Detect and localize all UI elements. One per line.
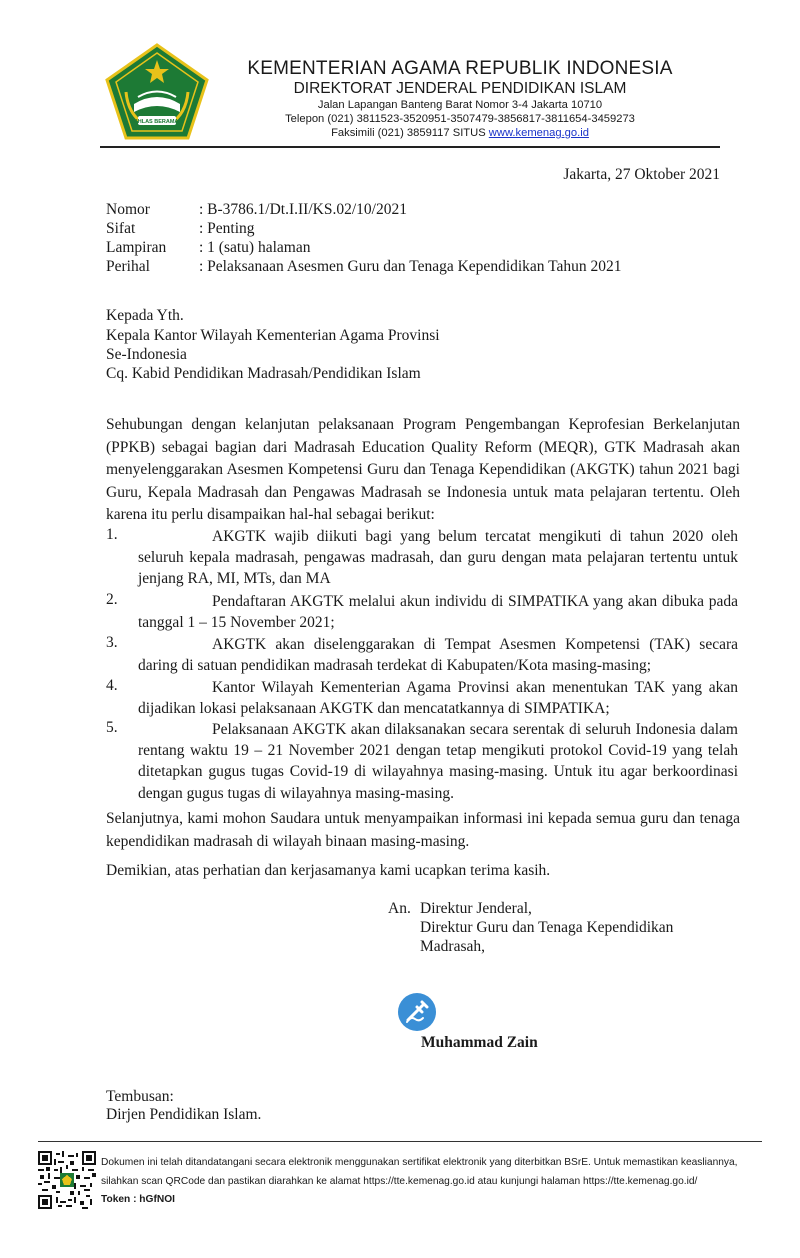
signature-line-2: Direktur Guru dan Tenaga Kependidikan <box>420 919 674 936</box>
electronic-signature-icon <box>397 992 437 1032</box>
fax-text: Faksimili (021) 3859117 SITUS <box>331 127 489 139</box>
recipient-region: Se-Indonesia <box>106 346 187 363</box>
header-divider <box>100 146 720 148</box>
list-item: AKGTK wajib diikuti bagi yang belum tercatat mengikuti di tahun 2020 oleh seluruh kepala madrasah, pengawas madrasah, dan guru dengan mata pelajaran tertentu untuk jenjang RA, MI, MTs, dan MA <box>138 528 738 588</box>
ministry-title: KEMENTERIAN AGAMA REPUBLIK INDONESIA <box>247 58 673 79</box>
list-item: Kantor Wilayah Kementerian Agama Provinsi akan menentukan TAK yang akan dijadikan lokasi pelaksanaan AKGTK dan mencatatkannya di SIMPATIKA; <box>138 679 738 718</box>
signature-line-1: Direktur Jenderal, <box>420 900 532 917</box>
recipient-cq: Cq. Kabid Pendidikan Madrasah/Pendidikan Islam <box>106 365 421 382</box>
qr-code-icon <box>38 1151 96 1209</box>
item-number: 3. <box>106 634 118 651</box>
meta-key: Perihal <box>106 258 150 275</box>
item-number: 2. <box>106 591 118 608</box>
list-item: Pendaftaran AKGTK melalui akun individu di SIMPATIKA yang akan dibuka pada tanggal 1 – 15 November 2021; <box>138 593 738 632</box>
meta-value: : Pelaksanaan Asesmen Guru dan Tenaga Kependidikan Tahun 2021 <box>199 258 622 275</box>
request-paragraph: Selanjutnya, kami mohon Saudara untuk menyampaikan informasi ini kepada semua guru dan tenaga kependidikan madrasah di wilayah binaan masing-masing. <box>106 810 740 850</box>
meta-value: : 1 (satu) halaman <box>199 239 311 256</box>
footer-token: Token : hGfNOI <box>101 1194 175 1205</box>
list-item: Pelaksanaan AKGTK akan dilaksanakan secara serentak di seluruh Indonesia dalam rentang waktu 19 – 21 November 2021 dengan tetap mengikuti protokol Covid-19 yang telah ditetapkan gugus tugas Covid-19 di wilayahnya masing-masing. Untuk itu agar berkoordinasi dengan gugus tugas di wilayahnya masing-masing. <box>138 721 738 802</box>
footer-divider <box>38 1141 762 1142</box>
website-link[interactable]: www.kemenag.go.id <box>488 127 589 139</box>
thanks-paragraph: Demikian, atas perhatian dan kerjasamanya kami ucapkan terima kasih. <box>106 862 551 879</box>
recipient-title: Kepala Kantor Wilayah Kementerian Agama Provinsi <box>106 327 440 344</box>
signature-line-3: Madrasah, <box>420 938 485 955</box>
list-item: AKGTK akan diselenggarakan di Tempat Asesmen Kompetensi (TAK) secara daring di satuan pendidikan madrasah terdekat di Kabupaten/Kota masing-masing; <box>138 636 738 675</box>
meta-key: Sifat <box>106 220 136 237</box>
footer-notice-line-2: silahkan scan QRCode dan pastikan diarahkan ke alamat https://tte.kemenag.go.id atau kunjungi halaman https://tte.kemenag.go.id/ <box>101 1176 698 1187</box>
signatory-name: Muhammad Zain <box>421 1034 538 1051</box>
item-number: 4. <box>106 677 118 694</box>
meta-key: Lampiran <box>106 239 167 256</box>
footer-notice-line-1: Dokumen ini telah ditandatangani secara elektronik menggunakan sertifikat elektronik yang diterbitkan BSrE. Untuk memastikan keasliannya, <box>101 1157 738 1168</box>
signature-an: An. <box>388 900 411 917</box>
intro-paragraph: Sehubungan dengan kelanjutan pelaksanaan Program Pengembangan Keprofesian Berkelanjutan (PPKB) sebagai bagian dari Madrasah Education Quality Reform (MEQR), GTK Madrasah akan menyelenggarakan Asesmen Kompetensi Guru dan Tenaga Kependidikan (AKGTK) tahun 2021 bagi Guru, Kepala Madrasah dan Pengawas Madrasah se Indonesia untuk mata pelajaran tertentu. Oleh karena itu perlu disampaikan hal-hal sebagai berikut: <box>106 416 740 523</box>
meta-key: Nomor <box>106 201 150 218</box>
office-address: Jalan Lapangan Banteng Barat Nomor 3-4 Jakarta 10710 <box>317 99 603 111</box>
office-telephone: Telepon (021) 3811523-3520951-3507479-3856817-3811654-3459273 <box>285 113 635 125</box>
letter-date: Jakarta, 27 Oktober 2021 <box>563 166 720 183</box>
item-number: 5. <box>106 719 118 736</box>
meta-value: : B-3786.1/Dt.I.II/KS.02/10/2021 <box>199 201 407 218</box>
item-number: 1. <box>106 526 118 543</box>
cc-label: Tembusan: <box>106 1088 174 1105</box>
cc-item: Dirjen Pendidikan Islam. <box>106 1106 262 1123</box>
logo-motto: IKHLAS BERAMAL <box>132 119 182 125</box>
recipient-greeting: Kepada Yth. <box>106 307 184 324</box>
office-fax-website <box>180 127 740 139</box>
directorate-title: DIREKTORAT JENDERAL PENDIDIKAN ISLAM <box>293 80 627 97</box>
meta-value: : Penting <box>199 220 255 237</box>
